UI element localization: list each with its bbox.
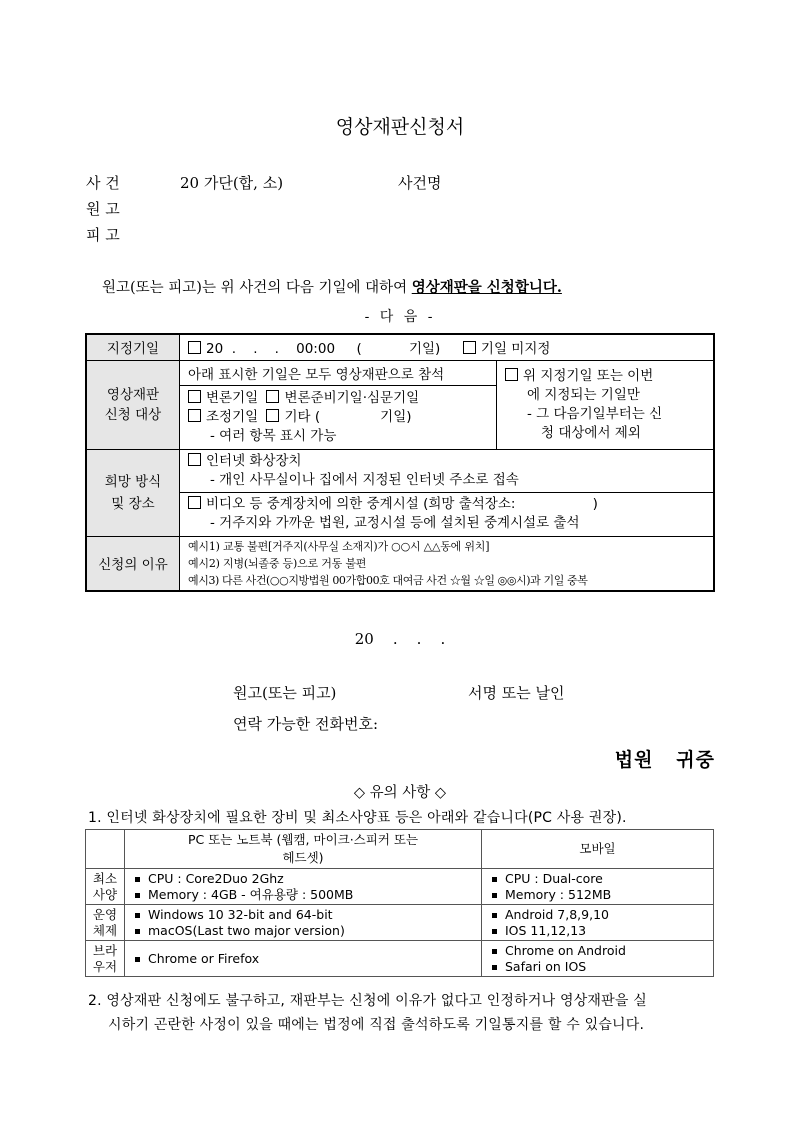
court-recipient: 법원 귀중 (614, 749, 715, 771)
all-marked-cell: 아래 표시한 기일은 모두 영상재판으로 참석 (180, 360, 497, 385)
spec-item: CPU : Dual-core (505, 870, 603, 886)
spec-col-pc: PC 또는 노트북 (웹캠, 마이크·스피커 또는 헤드셋) (125, 830, 482, 869)
case-label: 사 건 (86, 174, 120, 192)
request-emphasis: 영상재판을 신청합니다. (411, 279, 562, 296)
mediation-label: 조정기일 (206, 408, 259, 425)
spec-item: CPU : Core2Duo 2Ghz (148, 870, 284, 886)
reason-cell[interactable] (180, 536, 715, 591)
spec-mobile-cell (482, 941, 714, 977)
designated-date-cell (180, 334, 715, 360)
hearing-label: 변론기일 (206, 389, 259, 406)
spec-col-mobile: 모바일 (482, 830, 714, 869)
target-right-line4: 청 대상에서 제외 (541, 424, 641, 441)
internet-checkbox[interactable] (188, 453, 201, 466)
contact-label: 연락 가능한 전화번호: (233, 715, 379, 733)
undesignated-label: 기일 미지정 (480, 341, 551, 358)
notes-title: ◇ 유의 사항 ◇ (353, 785, 447, 801)
spec-row-label: 브라 우저 (86, 941, 125, 977)
signer-label: 원고(또는 피고) (233, 684, 337, 702)
spec-mobile-cell (482, 869, 714, 905)
spec-corner (86, 830, 125, 869)
spec-row-label: 최소 사양 (86, 869, 125, 905)
prep-hearing-label: 변론준비기일·심문기일 (284, 389, 420, 406)
page-title: 영상재판신청서 (335, 116, 465, 138)
application-table (85, 333, 715, 592)
target-right-cell (497, 360, 715, 449)
case-name-label: 사건명 (398, 174, 442, 192)
relay-label: 비디오 등 중계장치에 의한 중계시설 (희망 출석장소: ) (206, 496, 598, 512)
internet-label: 인터넷 화상장치 (206, 452, 302, 469)
spec-item: Safari on IOS (505, 958, 587, 974)
reason-header: 신청의 이유 (86, 536, 180, 591)
target-header: 영상재판 신청 대상 (86, 360, 180, 449)
spec-mobile-cell (482, 905, 714, 941)
target-options-cell (180, 385, 497, 449)
prep-hearing-checkbox[interactable] (266, 390, 279, 403)
other-checkbox[interactable] (266, 409, 279, 422)
spec-pc-cell (125, 905, 482, 941)
note-2-line-1: 2. 영상재판 신청에도 불구하고, 재판부는 신청에 이유가 없다고 인정하거나 영상재판을 실 (88, 993, 647, 1009)
target-right-line3: - 그 다음기일부터는 신 (527, 405, 663, 422)
case-number: 20 가단(합, 소) (180, 174, 284, 192)
reason-example-2: 예시2) 지병(뇌졸중 등)으로 거동 불편 (188, 556, 367, 570)
spec-item: Windows 10 32-bit and 64-bit (148, 906, 333, 922)
internet-cell (180, 449, 715, 492)
mediation-checkbox[interactable] (188, 409, 201, 422)
other-label: 기타 ( 기일) (284, 408, 412, 425)
target-right-line2: 에 지정되는 기일만 (527, 386, 640, 403)
reason-example-1: 예시1) 교통 불편[거주지(사무실 소재지)가 ○○시 △△동에 위치] (188, 539, 490, 553)
spec-pc-cell (125, 941, 482, 977)
spec-item: Chrome or Firefox (148, 950, 260, 966)
spec-item: Chrome on Android (505, 942, 626, 958)
spec-item: Memory : 4GB - 여유용량 : 500MB (148, 886, 354, 902)
spec-pc-cell (125, 869, 482, 905)
hearing-checkbox[interactable] (188, 390, 201, 403)
request-sentence: 원고(또는 피고)는 위 사건의 다음 기일에 대하여 영상재판을 신청합니다. (102, 279, 562, 296)
relay-note: - 거주지와 가까운 법원, 교정시설 등에 설치된 중계시설로 출석 (210, 515, 580, 531)
internet-note: - 개인 사무실이나 집에서 지정된 인터넷 주소로 접속 (210, 471, 519, 488)
note-1: 1. 인터넷 화상장치에 필요한 장비 및 최소사양표 등은 아래와 같습니다(PC 사용 권장). (88, 810, 627, 826)
sign-seal-label: 서명 또는 날인 (468, 684, 565, 702)
target-right-line1: 위 지정기일 또는 이번 (523, 367, 654, 384)
date-line: 20 . . . (354, 630, 446, 648)
spec-item: Android 7,8,9,10 (505, 906, 609, 922)
undesignated-checkbox[interactable] (463, 341, 476, 354)
relay-checkbox[interactable] (188, 496, 201, 509)
relay-cell (180, 492, 715, 536)
designated-date-header: 지정기일 (86, 334, 180, 360)
spec-table (85, 829, 714, 977)
reason-example-3: 예시3) 다른 사건(○○지방법원 00가합00호 대여금 사건 ☆월 ☆일 ◎◎시)과 기일 중복 (188, 573, 588, 587)
current-only-checkbox[interactable] (505, 368, 518, 381)
defendant-label: 피 고 (86, 226, 120, 244)
designated-date-checkbox[interactable] (188, 341, 201, 354)
spec-item: IOS 11,12,13 (505, 922, 587, 938)
designated-date-value: 20 . . . 00:00 ( 기일) (206, 341, 441, 358)
spec-row-label: 운영 체제 (86, 905, 125, 941)
spec-item: macOS(Last two major version) (148, 922, 345, 938)
target-note: - 여러 항목 표시 가능 (210, 427, 337, 444)
spec-item: Memory : 512MB (505, 886, 612, 902)
plaintiff-label: 원 고 (86, 200, 120, 218)
section-mark: - 다 음 - (364, 309, 436, 325)
method-header: 희망 방식 및 장소 (86, 449, 180, 536)
note-2-line-2: 시하기 곤란한 사정이 있을 때에는 법정에 직접 출석하도록 기일통지를 할 수 있습니다. (108, 1017, 645, 1033)
